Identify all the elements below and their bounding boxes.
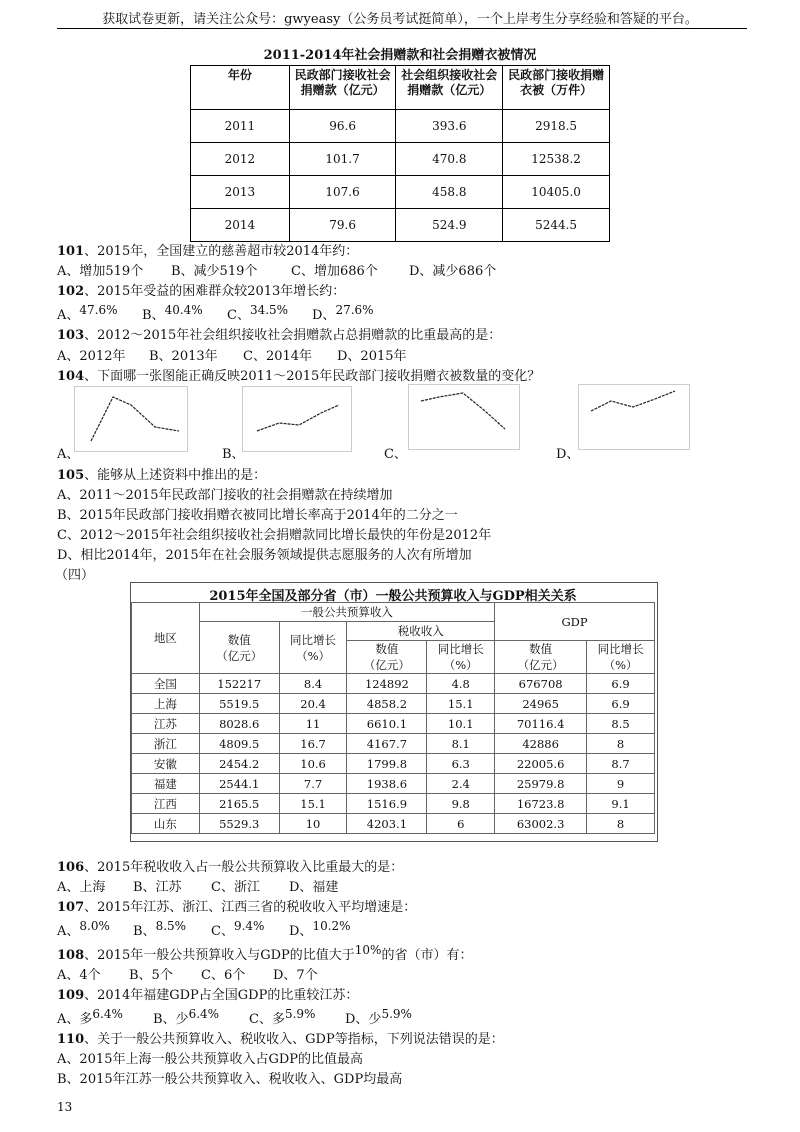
question-103-options <box>57 345 407 364</box>
option-d[interactable]: D、减少686个 <box>409 264 497 279</box>
option-a[interactable]: A、上海 <box>57 880 106 895</box>
option-c-label[interactable]: C、 <box>384 447 407 462</box>
option-a[interactable]: A、增加519个 <box>57 264 144 279</box>
cell: 2012 <box>191 143 290 176</box>
page-number: 13 <box>57 1100 73 1114</box>
option-b[interactable]: B、少6.4% <box>153 1007 220 1027</box>
question-102-options <box>57 304 374 323</box>
option-a[interactable]: A、8.0% <box>57 919 110 939</box>
col-header: 社会组织接收社会捐赠款（亿元） <box>396 66 503 110</box>
header-banner: 获取试卷更新，请关注公众号：gwyeasy（公务员考试挺简单），一个上岸考生分享经验和答疑的平台。 <box>102 12 698 27</box>
mini-line-chart <box>243 387 351 451</box>
question-text: 、2014年福建GDP占全国GDP的比重较江苏： <box>84 988 359 1003</box>
question-number: 104 <box>57 369 85 384</box>
question-text: 的省（市）有： <box>381 948 473 963</box>
table-row: 安徽 2454.2 10.6 1799.8 6.3 22005.6 8.7 <box>132 754 655 774</box>
option-c[interactable]: C、增加686个 <box>291 264 378 279</box>
option-b[interactable]: B、40.4% <box>142 303 203 323</box>
option-a[interactable]: A、4个 <box>57 968 101 983</box>
cell: 393.6 <box>396 110 503 143</box>
col-header-value: 数值 （亿元） <box>199 622 279 674</box>
question-104 <box>57 365 540 384</box>
option-d-label[interactable]: D、 <box>556 447 580 462</box>
question-101-options <box>57 260 496 279</box>
cell: 524.9 <box>396 209 503 242</box>
question-108-options <box>57 964 318 983</box>
col-header-value: 数值 （亿元） <box>347 641 427 674</box>
table-row: 山东 5529.3 10 4203.1 6 63002.3 8 <box>132 814 655 834</box>
option-c[interactable]: C、6个 <box>201 968 246 983</box>
option-a[interactable]: A、2015年上海一般公共预算收入占GDP的比值最高 <box>57 1052 364 1067</box>
option-d[interactable]: D、相比2014年，2015年在社会服务领域提供志愿服务的人次有所增加 <box>57 548 472 563</box>
option-d[interactable]: D、少5.9% <box>345 1007 412 1027</box>
option-d[interactable]: D、27.6% <box>312 303 374 323</box>
question-text: 、2012～2015年社会组织接收社会捐赠款占总捐赠款的比重最高的是： <box>84 328 502 343</box>
table-row <box>191 110 610 143</box>
option-d[interactable]: D、7个 <box>273 968 318 983</box>
question-106-options <box>57 876 338 895</box>
option-b[interactable]: B、江苏 <box>133 880 182 895</box>
header-divider <box>57 28 747 29</box>
cell: 470.8 <box>396 143 503 176</box>
cell: 2014 <box>191 209 290 242</box>
table-row: 上海 5519.5 20.4 4858.2 15.1 24965 6.9 <box>132 694 655 714</box>
question-number: 109 <box>57 988 85 1003</box>
col-header-growth: 同比增长 （%） <box>427 641 495 674</box>
question-number: 106 <box>57 860 85 875</box>
option-b[interactable]: B、2015年民政部门接收捐赠衣被同比增长率高于2014年的二分之一 <box>57 508 458 523</box>
option-a[interactable]: A、47.6% <box>57 303 118 323</box>
option-b[interactable]: B、2015年江苏一般公共预算收入、税收收入、GDP均最高 <box>57 1072 403 1087</box>
question-text: 10% <box>354 943 382 957</box>
cell: 5244.5 <box>503 209 610 242</box>
option-c[interactable]: C、浙江 <box>211 880 260 895</box>
option-a-label[interactable]: A、 <box>57 447 80 462</box>
cell: 101.7 <box>289 143 396 176</box>
option-c[interactable]: C、9.4% <box>211 919 265 939</box>
option-c[interactable]: C、2012～2015年社会组织接收社会捐赠款同比增长最快的年份是2012年 <box>57 528 492 543</box>
cell: 96.6 <box>289 110 396 143</box>
option-c[interactable]: C、多5.9% <box>249 1007 316 1027</box>
donation-table <box>190 65 610 242</box>
table-row <box>191 176 610 209</box>
line-chart-option-a[interactable] <box>74 386 188 452</box>
table-row: 江苏 8028.6 11 6610.1 10.1 70116.4 8.5 <box>132 714 655 734</box>
question-text: 、2015年受益的困难群众较2013年增长约： <box>84 284 346 299</box>
col-header-region: 地区 <box>132 603 200 674</box>
option-c[interactable]: C、2014年 <box>243 349 313 364</box>
cell: 2013 <box>191 176 290 209</box>
option-b[interactable]: B、2013年 <box>149 349 218 364</box>
question-109 <box>57 984 358 1003</box>
mini-line-chart <box>75 387 187 451</box>
col-header-gdp: GDP <box>495 603 655 641</box>
question-text: 、2015年一般公共预算收入与GDP的比值大于 <box>84 948 355 963</box>
col-header: 民政部门接收社会捐赠款（亿元） <box>289 66 396 110</box>
question-109-options <box>57 1008 412 1027</box>
table-row: 全国 152217 8.4 124892 4.8 676708 6.9 <box>132 674 655 694</box>
line-chart-option-b[interactable] <box>242 386 352 452</box>
option-a[interactable]: A、2012年 <box>57 349 126 364</box>
mini-line-chart <box>409 385 519 449</box>
question-number: 103 <box>57 328 85 343</box>
question-107-options <box>57 920 351 939</box>
col-header: 民政部门接收捐赠衣被（万件） <box>503 66 610 110</box>
col-header: 年份 <box>191 66 290 110</box>
cell: 10405.0 <box>503 176 610 209</box>
question-number: 105 <box>57 468 85 483</box>
option-d[interactable]: D、福建 <box>289 880 339 895</box>
col-header-growth: 同比增长 （%） <box>587 641 655 674</box>
option-b-label[interactable]: B、 <box>222 447 245 462</box>
table-row: 江西 2165.5 15.1 1516.9 9.8 16723.8 9.1 <box>132 794 655 814</box>
question-number: 101 <box>57 244 85 259</box>
col-header-growth: 同比增长 （%） <box>279 622 347 674</box>
col-header-budget: 一般公共预算收入 <box>199 603 494 622</box>
cell: 458.8 <box>396 176 503 209</box>
option-b[interactable]: B、5个 <box>129 968 173 983</box>
table-row: 福建 2544.1 7.7 1938.6 2.4 25979.8 9 <box>132 774 655 794</box>
question-number: 108 <box>57 948 85 963</box>
question-number: 102 <box>57 284 85 299</box>
cell: 2918.5 <box>503 110 610 143</box>
question-number: 107 <box>57 900 85 915</box>
col-header-tax: 税收收入 <box>347 622 495 641</box>
option-b[interactable]: B、减少519个 <box>171 264 258 279</box>
option-d[interactable]: D、10.2% <box>289 919 351 939</box>
cell: 107.6 <box>289 176 396 209</box>
question-101 <box>57 240 358 259</box>
option-c[interactable]: C、34.5% <box>227 303 289 323</box>
question-103 <box>57 324 501 343</box>
section-heading: （四） <box>55 568 95 583</box>
cell: 2011 <box>191 110 290 143</box>
table1-title: 2011-2014年社会捐赠款和社会捐赠衣被情况 <box>263 48 537 63</box>
question-text: 、下面哪一张图能正确反映2011～2015年民政部门接收捐赠衣被数量的变化？ <box>84 369 541 384</box>
question-text: 、关于一般公共预算收入、税收收入、GDP等指标，下列说法错误的是： <box>84 1032 504 1047</box>
option-a[interactable]: A、2011～2015年民政部门接收的社会捐赠款在持续增加 <box>57 488 393 503</box>
cell: 12538.2 <box>503 143 610 176</box>
question-text: 、2015年税收收入占一般公共预算收入比重最大的是： <box>84 860 404 875</box>
table-row <box>191 143 610 176</box>
cell: 79.6 <box>289 209 396 242</box>
line-chart-option-c[interactable] <box>408 384 520 450</box>
option-b[interactable]: B、8.5% <box>133 919 187 939</box>
question-110 <box>57 1028 504 1047</box>
option-a[interactable]: A、多6.4% <box>57 1007 123 1027</box>
question-text: 、能够从上述资料中推出的是： <box>84 468 267 483</box>
question-text: 、2015年，全国建立的慈善超市较2014年约： <box>84 244 359 259</box>
question-text: 、2015年江苏、浙江、江西三省的税收收入平均增速是： <box>84 900 417 915</box>
question-105 <box>57 464 266 483</box>
question-107 <box>57 896 416 915</box>
question-106 <box>57 856 403 875</box>
col-header-value: 数值 （亿元） <box>495 641 587 674</box>
question-108 <box>57 944 472 963</box>
table-row <box>191 209 610 242</box>
line-chart-option-d[interactable] <box>578 384 690 450</box>
question-102 <box>57 280 345 299</box>
option-d[interactable]: D、2015年 <box>337 349 407 364</box>
revenue-gdp-table <box>131 602 655 834</box>
table2-title: 2015年全国及部分省（市）一般公共预算收入与GDP相关关系 <box>209 589 577 604</box>
mini-line-chart <box>579 385 689 449</box>
table-row: 浙江 4809.5 16.7 4167.7 8.1 42886 8 <box>132 734 655 754</box>
question-number: 110 <box>57 1032 85 1047</box>
